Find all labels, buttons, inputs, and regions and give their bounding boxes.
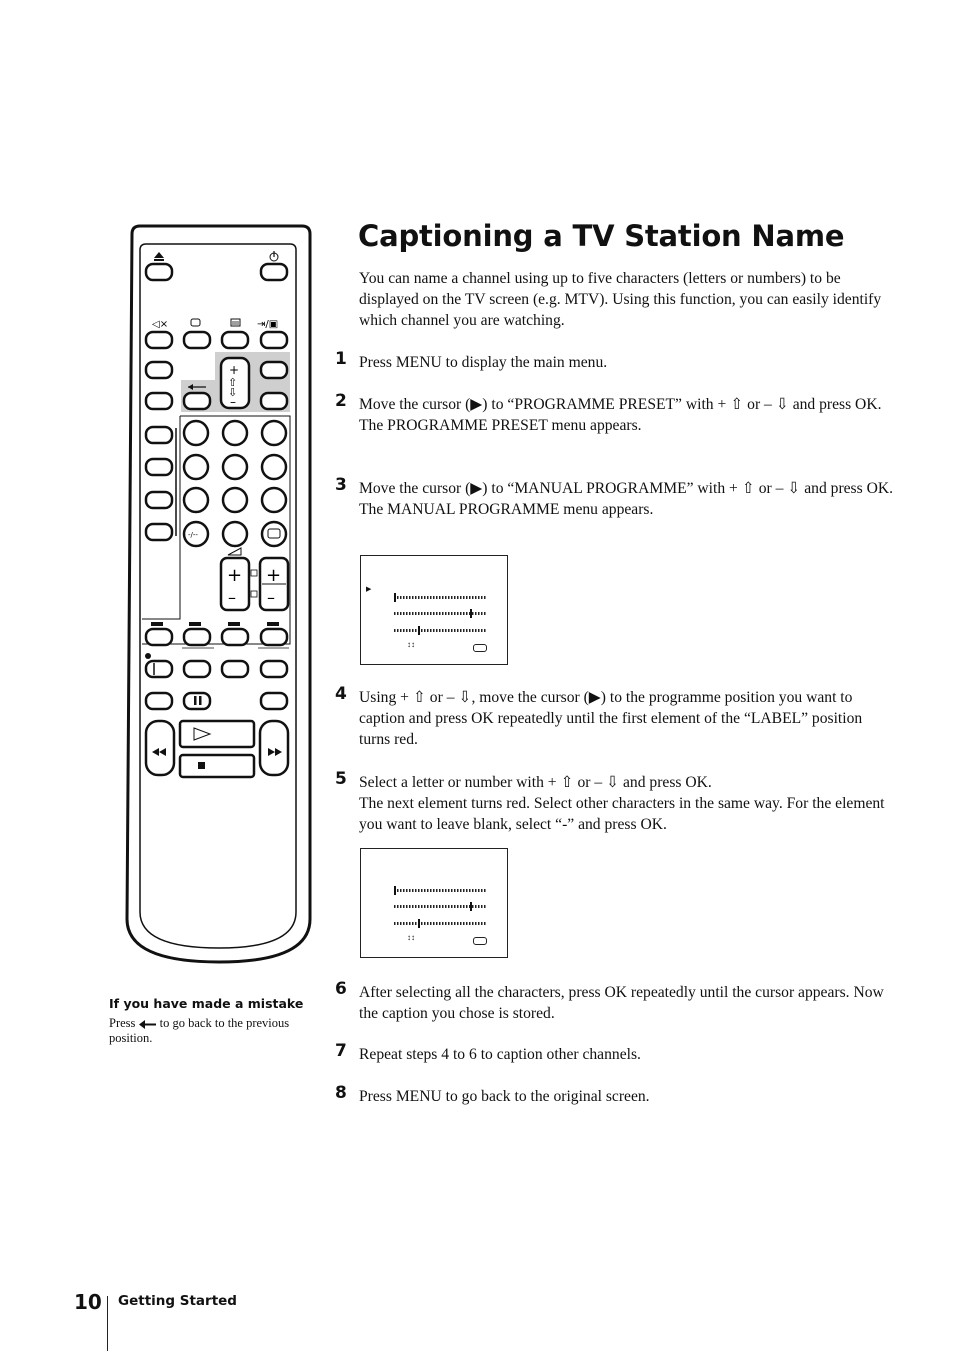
tv-screen-label-edit — [360, 848, 508, 958]
step-3 — [335, 475, 895, 520]
step-text: Select a letter or number with + ⇧ or – ⇩ and press OK. — [359, 774, 712, 791]
step-subtext: The PROGRAMME PRESET menu appears. — [359, 417, 642, 434]
screen-arrows-icon: ↕↕ — [407, 933, 415, 942]
step-text: Using + ⇧ or – ⇩, move the cursor (▶) to the programme position you want to caption and press OK repeatedly until the first element of the “LABEL” position turns red. — [359, 689, 863, 748]
step-5 — [335, 769, 895, 835]
screen-button-icon — [473, 644, 487, 652]
step-number: 1 — [335, 349, 347, 369]
step-1 — [335, 349, 895, 373]
stop-icon — [198, 762, 205, 769]
svg-text:⇧: ⇧ — [228, 376, 238, 389]
step-number: 7 — [335, 1041, 347, 1061]
remote-control-illustration — [124, 224, 314, 966]
svg-text:+: + — [227, 565, 243, 586]
svg-text:◁×: ◁× — [152, 319, 169, 330]
screen-button-icon — [473, 937, 487, 945]
step-number: 5 — [335, 769, 347, 789]
step-4 — [335, 684, 895, 750]
intro-paragraph: You can name a channel using up to five characters (letters or numbers) to be displayed on the TV screen (e.g. MTV). Using this function, you can easily identify which channel you are watching. — [359, 270, 882, 329]
footer-divider — [107, 1296, 108, 1351]
svg-text:–: – — [228, 588, 236, 607]
screen-arrows-icon: ↕↕ — [407, 640, 415, 649]
tv-screen-manual-programme — [360, 555, 508, 665]
step-number: 8 — [335, 1083, 347, 1103]
step-text: After selecting all the characters, press OK repeatedly until the cursor appears. Now the caption you chose is stored. — [359, 984, 884, 1022]
page-number: 10 — [74, 1290, 102, 1314]
page-title: Captioning a TV Station Name — [358, 219, 845, 253]
screen-cursor-icon: ▶ — [366, 585, 372, 593]
record-icon — [145, 653, 151, 659]
svg-text:+: + — [266, 565, 282, 586]
back-arrow-icon — [139, 1020, 157, 1029]
mistake-text: to go back to the previous position. — [109, 1016, 290, 1045]
step-2 — [335, 391, 895, 436]
step-number: 6 — [335, 979, 347, 999]
input-select-icon — [257, 319, 278, 330]
step-6 — [335, 979, 895, 1024]
step-number: 4 — [335, 684, 347, 704]
step-text: Press MENU to go back to the original screen. — [359, 1088, 650, 1105]
step-text: Move the cursor (▶) to “MANUAL PROGRAMME” with + ⇧ or – ⇩ and press OK. — [359, 480, 894, 497]
mute-icon — [152, 319, 168, 330]
section-label: Getting Started — [118, 1293, 237, 1309]
remote-minus-label: -/-- — [188, 531, 198, 539]
mistake-heading: If you have made a mistake — [109, 996, 304, 1011]
mistake-press: Press — [109, 1016, 136, 1030]
mistake-body — [109, 1016, 319, 1045]
step-subtext: The MANUAL PROGRAMME menu appears. — [359, 501, 654, 518]
step-7 — [335, 1041, 895, 1065]
svg-text:–: – — [230, 395, 236, 409]
step-number: 2 — [335, 391, 347, 411]
svg-text:+: + — [229, 363, 240, 377]
svg-text:⇩: ⇩ — [228, 386, 238, 399]
svg-text:⇥/▣: ⇥/▣ — [257, 319, 279, 330]
step-subtext: The next element turns red. Select other characters in the same way. For the element you want to leave blank, select “-” and press OK. — [359, 795, 885, 833]
step-text: Move the cursor (▶) to “PROGRAMME PRESET” with + ⇧ or – ⇩ and press OK. — [359, 396, 882, 413]
step-number: 3 — [335, 475, 347, 495]
step-text: Repeat steps 4 to 6 to caption other channels. — [359, 1046, 641, 1063]
svg-text:–: – — [267, 588, 275, 607]
step-text: Press MENU to display the main menu. — [359, 354, 608, 371]
step-8 — [335, 1083, 895, 1107]
